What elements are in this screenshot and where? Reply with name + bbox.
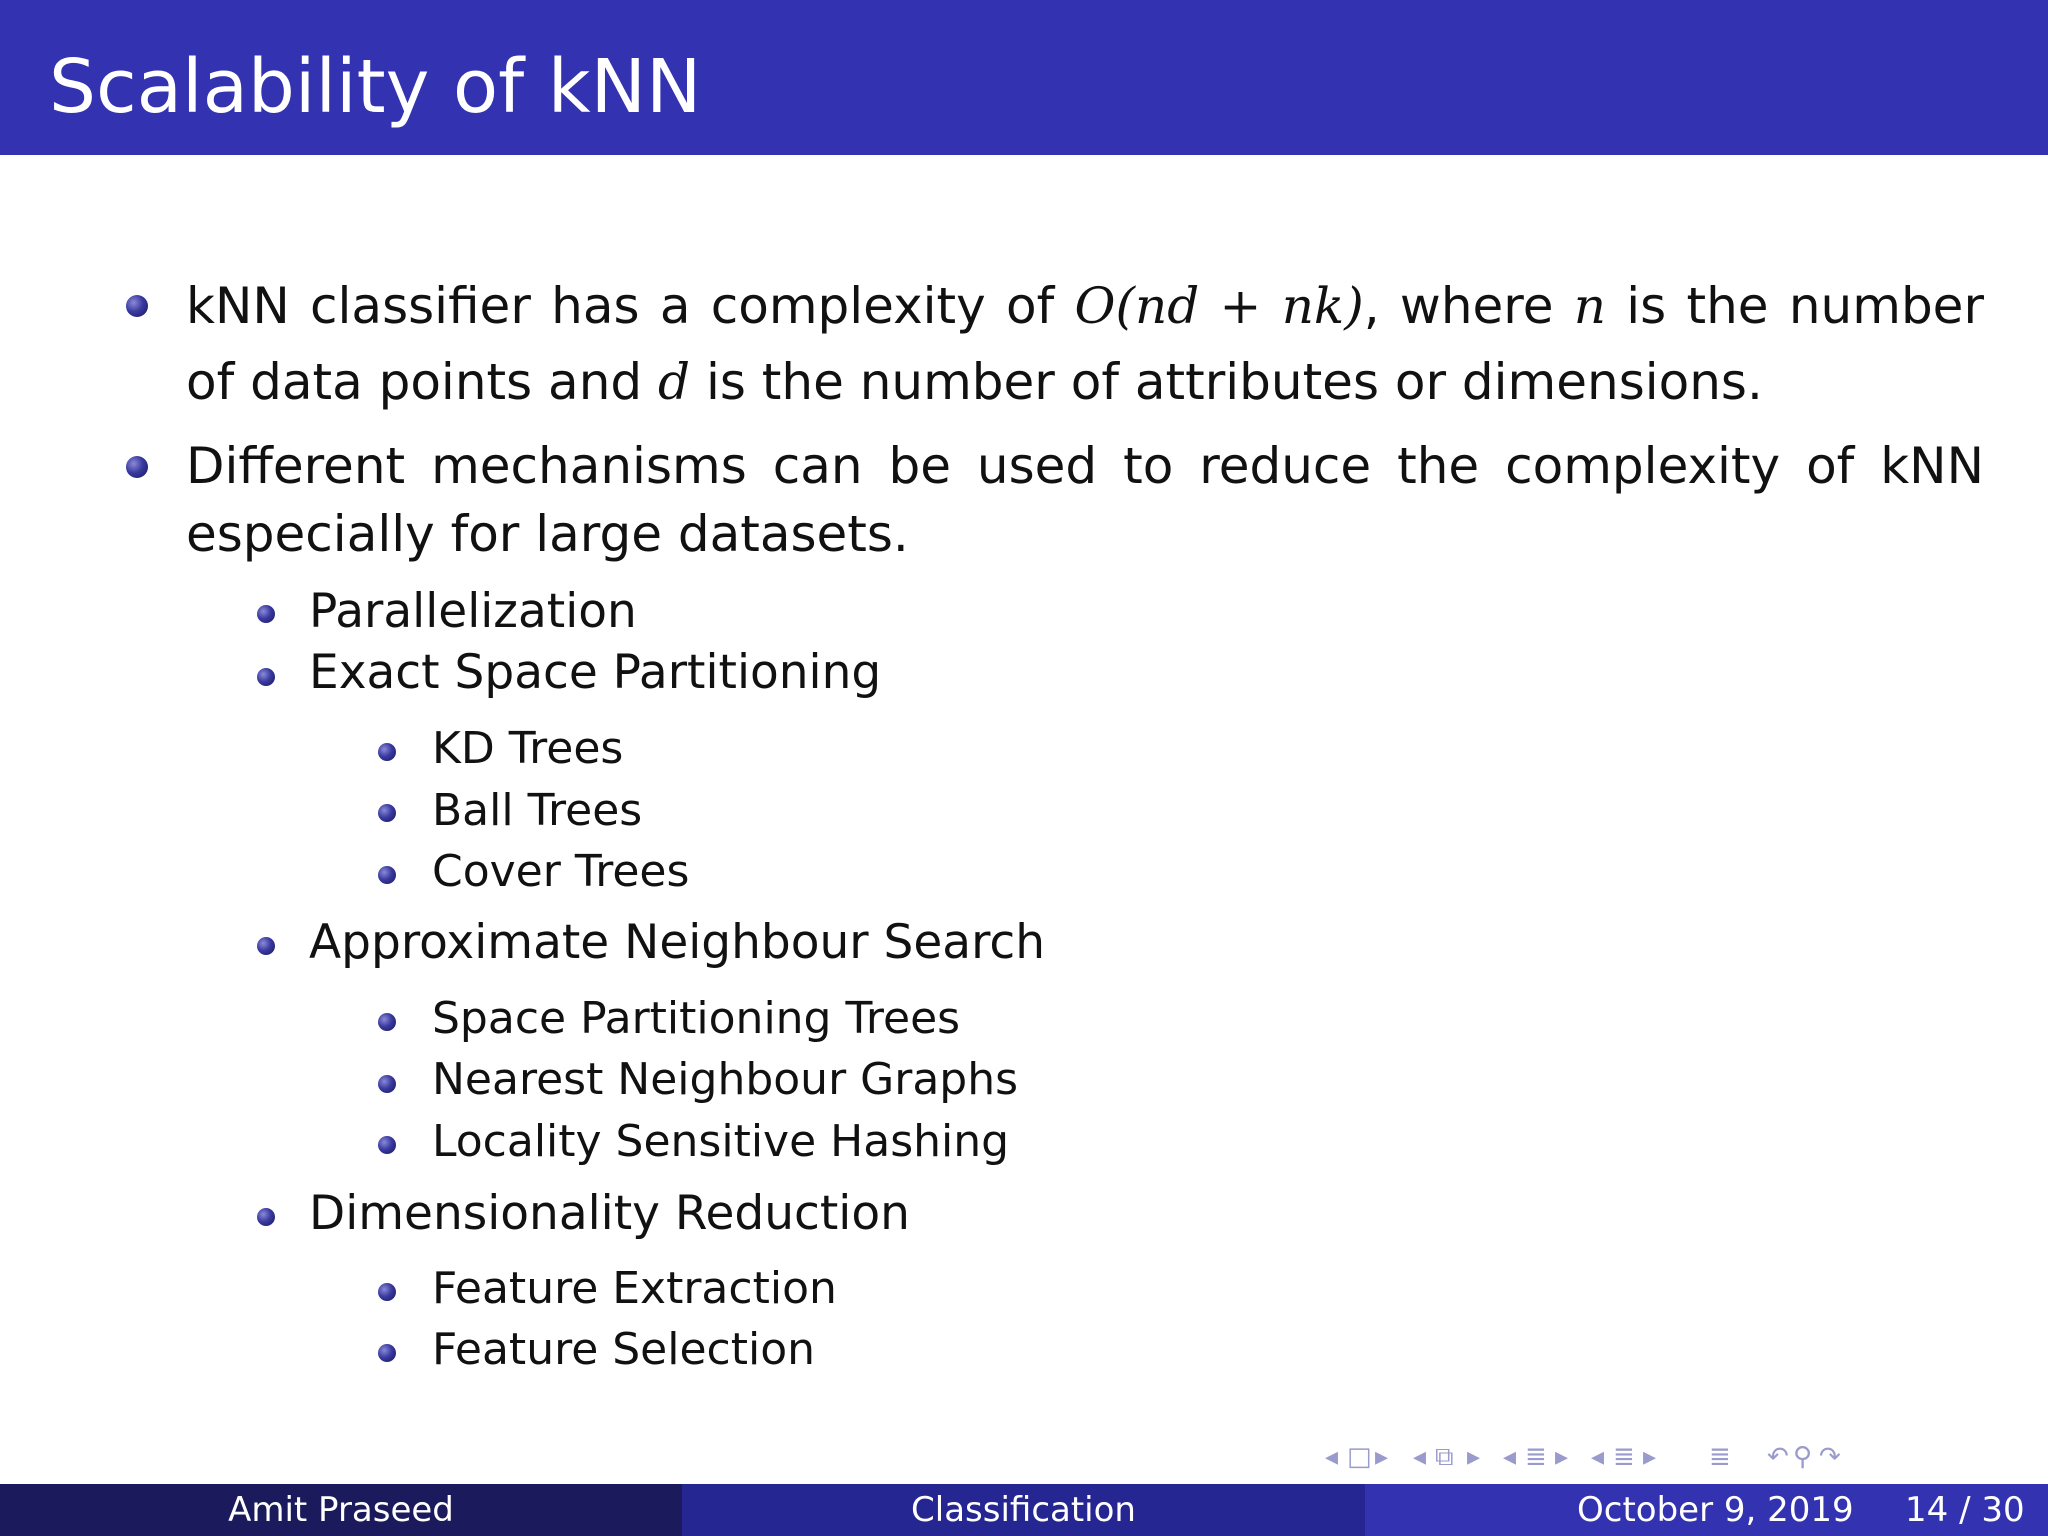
bullet-icon [257,1208,275,1226]
bullet-1-text: is the number [1605,277,1984,335]
bullet-2-text: Different mechanisms can be used to reduce the complexity of kNN [186,437,1984,495]
bullet-icon [257,668,275,686]
bullet-icon [378,1136,396,1154]
bullet-2-line-1 [186,436,1984,496]
nav-next-section-icon[interactable]: ▸ [1555,1442,1569,1472]
variable-d: d [658,353,691,411]
complexity-formula: O(nd + nk) [1074,277,1364,335]
sub-bullet-parallelization: Parallelization [309,584,637,639]
nav-prev-icon[interactable]: ◂ [1503,1442,1517,1472]
bullet-1-text: is the number of attributes or dimensions. [690,353,1763,411]
sub-sub-bullet-space-partitioning-trees: Space Partitioning Trees [432,993,961,1044]
bullet-1-text: of data points and [186,353,659,411]
bullet-icon [378,1283,396,1301]
sub-sub-bullet-locality-sensitive-hashing: Locality Sensitive Hashing [432,1116,1010,1167]
nav-prev-icon[interactable]: ◂ [1591,1442,1605,1472]
sub-sub-bullet-kd-trees: KD Trees [432,723,624,774]
sub-bullet-exact-space-partitioning: Exact Space Partitioning [309,645,882,700]
bullet-icon [378,1075,396,1093]
bullet-1-line-2 [186,352,1763,412]
bullet-icon [378,743,396,761]
bullet-icon [378,1344,396,1362]
undo-icon[interactable]: ↶ [1767,1442,1789,1472]
nav-next-section-icon[interactable]: ▸ [1467,1442,1481,1472]
bullet-1-text: kNN classifier has a complexity of [186,277,1075,335]
bullet-2-line-2: especially for large datasets. [186,505,909,563]
bullet-icon [378,804,396,822]
footer-author: Amit Praseed [0,1484,682,1536]
nav-prev-section-icon[interactable]: ◂ [1413,1442,1427,1472]
sub-sub-bullet-nearest-neighbour-graphs: Nearest Neighbour Graphs [432,1054,1019,1105]
nav-first-icon[interactable]: ◂ [1325,1442,1339,1472]
sub-sub-bullet-cover-trees: Cover Trees [432,846,690,897]
section-icon[interactable]: ≣ [1613,1442,1635,1472]
bullet-icon [257,605,275,623]
sub-sub-bullet-feature-extraction: Feature Extraction [432,1263,837,1314]
slide-title: Scalability of kNN [49,44,702,130]
nav-last-icon[interactable]: ▸ [1643,1442,1657,1472]
bullet-icon [378,866,396,884]
nav-next-icon[interactable]: ▸ [1375,1442,1389,1472]
footer-section: Classification [682,1484,1365,1536]
bullet-icon [126,456,148,478]
align-icon[interactable]: ≣ [1709,1442,1731,1472]
bullet-1-line-1 [186,276,1984,336]
sub-bullet-approximate-neighbour-search: Approximate Neighbour Search [309,915,1046,970]
navigation-bar [1325,1440,2041,1474]
sub-sub-bullet-feature-selection: Feature Selection [432,1324,816,1375]
variable-n: n [1573,277,1606,335]
bullet-icon [378,1013,396,1031]
bullet-icon [257,937,275,955]
footer-right [1365,1484,2048,1536]
footer-page-number: 14 / 30 [1905,1490,2025,1530]
search-icon[interactable]: ⚲ [1793,1442,1813,1472]
bullet-icon [126,295,148,317]
frame-icon[interactable]: □ [1347,1442,1372,1472]
bullet-1-text: , where [1363,277,1574,335]
section-icon[interactable]: ≣ [1525,1442,1547,1472]
subsection-icon[interactable]: ⧉ [1435,1442,1454,1472]
footer [0,1484,2048,1536]
sub-bullet-dimensionality-reduction: Dimensionality Reduction [309,1186,910,1241]
redo-icon[interactable]: ↷ [1819,1442,1841,1472]
sub-sub-bullet-ball-trees: Ball Trees [432,785,643,836]
footer-date: October 9, 2019 [1577,1490,1854,1530]
